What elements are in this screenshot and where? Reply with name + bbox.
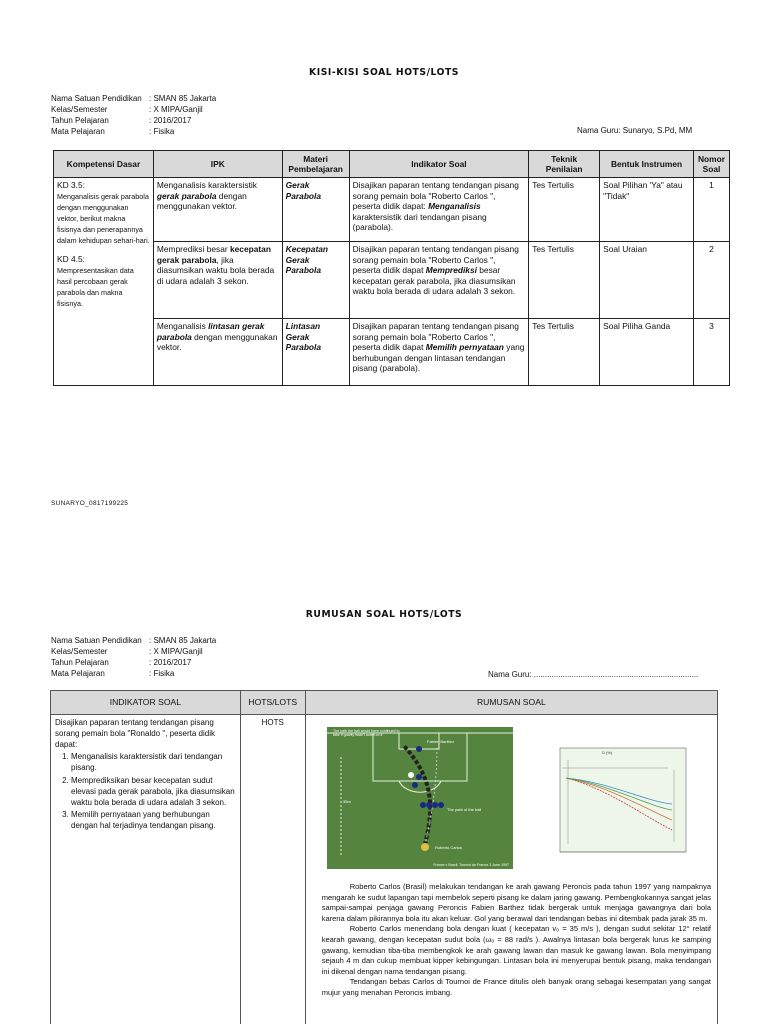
table-row <box>54 178 730 242</box>
teacher-name-blank: Nama Guru: .......................................................................... <box>488 670 699 679</box>
kd45-label: KD 4.5: <box>57 254 85 264</box>
meta-label: Kelas/Semester <box>51 105 108 114</box>
list-item: 2. Memprediksikan besar kecepatan sudut elevasi pada gerak parabola, jika diasumsikan waktu bola berada di udara adalah 3 sekon. <box>71 776 236 808</box>
kd35-label: KD 3.5: <box>57 180 85 190</box>
ipk-cell <box>153 178 282 242</box>
ipk-text: Menganalisis <box>156 321 209 331</box>
ipk-emphasis: kecepatan gerak parabola <box>156 244 271 265</box>
indikator-emphasis: Memprediksi <box>425 265 477 276</box>
indikator-emphasis: Memilih pernyataan <box>425 342 504 353</box>
bentuk-cell: Soal Uraian <box>600 242 694 319</box>
meta-value: : X MIPA/Ganjil <box>149 105 203 114</box>
path-note-label: The path the ball would have continued to take if gravity hadn't acted on it <box>333 729 400 737</box>
ipk-text: dengan menggunakan vektor. <box>156 331 278 353</box>
teknik-cell: Tes Tertulis <box>529 242 600 319</box>
list-item: 3. Memilih pernyataan yang berhubungan dengan hal terjadinya tendangan pisang. <box>71 810 236 832</box>
meta-value: : Fisika <box>149 669 175 678</box>
level-cell: HOTS <box>240 715 305 1024</box>
meta-label: Kelas/Semester <box>51 647 108 656</box>
kd35-text: Menganalisis gerak parabola dengan menggunakan vektor, berikut makna fisisnya dan penerapannya dalam kehidupan sehari-hari. <box>57 192 150 245</box>
teknik-cell: Tes Tertulis <box>529 178 600 242</box>
indikator-emphasis: Menganalisis <box>428 201 481 212</box>
indikator-cell <box>349 178 529 242</box>
free-kick-diagram <box>327 727 513 869</box>
table-row <box>54 319 730 386</box>
page2-meta <box>51 635 216 679</box>
ipk-emphasis: lintasan gerak parabola <box>156 321 265 342</box>
ipk-text: Menganalisis karaktersistik <box>156 180 257 190</box>
story-paragraph: Roberto Carlos (Brasil) melakukan tendangan ke arah gawang Peroncis pada tahun 1997 yang nampaknya mengarah ke sudut lapangan tapi membelok seperti pisang ke dalam jaring gawang. Pembengkokannya sangat jelas sampai-sampai penjaga gawang Peroncis Fabien Barthez tidak bergerak untuk menjaga gawangnya dari bola karena dalam pikirannya bola itu akan keluar. Gol yang berawal dari tendangan bebas ini ditembak pada jarak 35 m. <box>321 882 711 923</box>
page1-meta <box>51 93 216 137</box>
kisi-kisi-table <box>53 150 730 386</box>
figure-caption: France v Brazil, Tournoi de France 3 June 1997 <box>433 863 509 867</box>
indikator-text: Disajikan paparan tentang tendangan pisang sorang pemain bola "Roberto Carlos ", peserta didik dapat: <box>352 180 519 212</box>
indikator-list <box>71 752 236 832</box>
bentuk-cell: Soal Pilihan 'Ya" atau "Tidak" <box>600 178 694 242</box>
meta-value: : Fisika <box>149 127 175 136</box>
indikator-text: besar kecepatan gerak parabola, jika diasumsikan waktu bola berada di udara adalah 3 sekon. <box>352 265 516 297</box>
indikator-soal-cell <box>51 715 241 1024</box>
kd-cell <box>54 178 154 386</box>
indikator-text: karaktersistik dari tendangan pisang (parabola). <box>352 211 487 233</box>
header-hots-lots: HOTS/LOTS <box>240 691 305 715</box>
story-paragraph: Roberto Carlos menendang bola dengan kuat ( kecepatan v₀ = 35 m/s ), dengan sudut sekitar 12° relatif kearah gawang, dengan kecepatan sudut bola (ω₀ = 88 rad/s ). Awalnya lintasan bola bergerak lurus ke samping gawang, kemudian tiba-tiba membengkok ke arah gawang lawan dan masuk ke gawang lawan. Bola menyimpang sejauh 4 m dan cukup membuat kipper kebingungan. Lintasan bola ini menyerupai bentuk pisang, maka tendangan ini dikenal dengan nama tendangan pisang. <box>321 924 711 976</box>
indikator-text: Disajikan paparan tentang tendangan pisang sorang pemain bola "Roberto Carlos ", peserta didik dapat <box>352 244 519 276</box>
teknik-cell: Tes Tertulis <box>529 319 600 386</box>
footer-id: SUNARYO_0817199225 <box>51 500 129 507</box>
indikator-text: Disajikan paparan tentang tendangan pisang sorang pemain bola "Roberto Carlos ", peserta didik dapat <box>352 321 519 353</box>
table-header-row <box>51 691 718 715</box>
meta-value: : X MIPA/Ganjil <box>149 647 203 656</box>
nomor-cell: 1 <box>693 178 729 242</box>
ipk-cell <box>153 319 282 386</box>
nomor-cell: 3 <box>693 319 729 386</box>
ipk-cell <box>153 242 282 319</box>
ipk-emphasis: gerak parabola <box>156 190 217 201</box>
table-row <box>54 242 730 319</box>
page1-title: KISI-KISI SOAL HOTS/LOTS <box>309 67 459 78</box>
kd45-text: Mempresentasikan data hasil percobaan gerak parabola dan makna fisisnya. <box>57 266 134 308</box>
carlos-label: Roberto Carlos <box>435 845 462 850</box>
ipk-text: dengan menggunakan vektor. <box>156 190 247 212</box>
header-ipk: IPK <box>153 151 282 178</box>
barthez-label: Fabien Barthez <box>427 739 455 744</box>
meta-label: Mata Pelajaran <box>51 669 105 678</box>
meta-value: : SMAN 85 Jakarta <box>149 636 217 645</box>
indikator-cell <box>349 242 529 319</box>
story-paragraph: Tendangan bebas Carlos di Tournoi de France ditulis oleh banyak orang sebagai kesempatan yang sangat mujur yang menahan Peroncis imbang. <box>321 977 711 997</box>
indikator-text: yang berhubungan dengan lintasan tendangan pisang (parabola). <box>352 342 525 374</box>
ipk-text: Memprediksi besar <box>156 244 230 254</box>
header-teknik: Teknik Penilaian <box>529 151 600 178</box>
ball-path-label: The path of the ball <box>447 807 482 812</box>
meta-label: Mata Pelajaran <box>51 127 105 136</box>
meta-label: Tahun Pelajaran <box>51 658 109 667</box>
list-item: 1. Menganalisis karaktersistik dari tendangan pisang. <box>71 752 236 774</box>
header-materi: Materi Pembelajaran <box>282 151 349 178</box>
header-indikator: Indikator Soal <box>349 151 529 178</box>
indikator-intro: Disajikan paparan tentang tendangan pisang sorang pemain bola "Ronaldo ", peserta didik dapat: <box>55 718 215 749</box>
bentuk-cell: Soal Piliha Ganda <box>600 319 694 386</box>
meta-label: Nama Satuan Pendidikan <box>51 94 142 103</box>
pitch-drawing <box>327 727 513 869</box>
story-text <box>310 882 713 999</box>
header-nomor: Nomor Soal <box>693 151 729 178</box>
meta-value: : 2016/2017 <box>149 116 192 125</box>
header-bentuk: Bentuk Instrumen <box>600 151 694 178</box>
distance-label: 35m <box>343 799 351 804</box>
table-header-row <box>54 151 730 178</box>
teacher-name: Nama Guru: Sunaryo, S.Pd, MM <box>577 126 693 135</box>
meta-label: Nama Satuan Pendidikan <box>51 636 142 645</box>
indikator-cell <box>349 319 529 386</box>
trajectory-graph <box>548 740 696 864</box>
meta-label: Tahun Pelajaran <box>51 116 109 125</box>
page2-title: RUMUSAN SOAL HOTS/LOTS <box>305 609 463 620</box>
materi-cell: Kecepatan Gerak Parabola <box>282 242 349 319</box>
meta-value: : SMAN 85 Jakarta <box>149 94 217 103</box>
ipk-text: , jika diasumsikan waktu bola berada di udara adalah 3 sekon. <box>156 254 275 286</box>
header-indikator-soal: INDIKATOR SOAL <box>51 691 241 715</box>
nomor-cell: 2 <box>693 242 729 319</box>
meta-value: : 2016/2017 <box>149 658 192 667</box>
materi-cell: Lintasan Gerak Parabola <box>282 319 349 386</box>
trajectory-plot <box>548 740 696 864</box>
graph-label: D (%) <box>602 750 613 755</box>
header-rumusan-soal: RUMUSAN SOAL <box>305 691 717 715</box>
materi-cell: Gerak Parabola <box>282 178 349 242</box>
header-kd: Kompetensi Dasar <box>54 151 154 178</box>
